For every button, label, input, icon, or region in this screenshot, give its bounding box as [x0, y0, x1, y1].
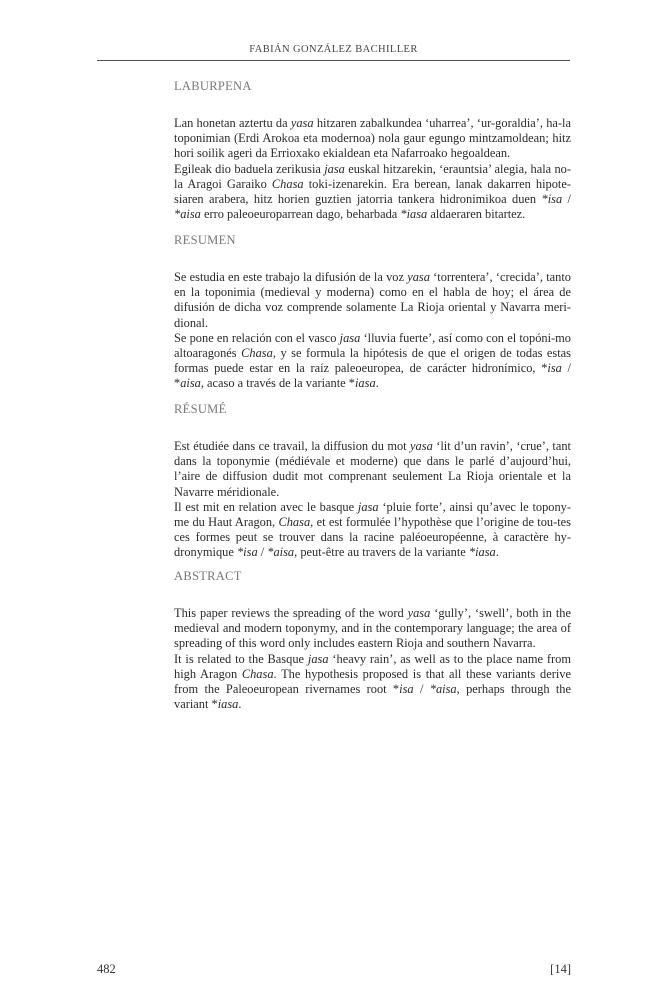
section-heading: RESUMEN — [174, 233, 236, 247]
section-paragraph: It is related to the Basque jasa ‘heavy rain’, as well as to the place name from high Aragon Chasa. The hypothesis proposed is that all these variants derive from the Paleoeuropean rivernames root *isa / *aisa, perhaps through the variant *iasa. — [174, 651, 572, 712]
page-number: 482 — [97, 962, 116, 976]
section-heading: LABURPENA — [174, 79, 252, 93]
section-paragraph: Se pone en relación con el vasco jasa ‘lluvia fuerte’, así como con el topóni-mo altoaragonés Chasa, y se formula la hipótesis de que el origen de todas estas formas puede estar en la raíz paleoeuropea, de carácter hidronímico, *isa / *aisa, acaso a través de la variante *iasa. — [174, 330, 572, 391]
section-heading: RÉSUMÉ — [174, 402, 227, 416]
section-paragraph: Egileak dio baduela zerikusia jasa euskal hitzarekin, ‘erauntsia’ alegia, hala no-la Aragoi Garaiko Chasa toki-izenarekin. Era berean, lanak dakarren hipote-siaren arabera, hitz horien guztien jatorria tankera hidronimikoa duen *isa / *aisa erro paleoeuroparrean dago, beharbada *iasa aldaeraren bitartez. — [174, 161, 571, 222]
section-paragraph: Est étudiée dans ce travail, la diffusion du mot yasa ‘lit d’un ravin’, ‘crue’, tant dans la toponymie (médiévale et moderne) que dans le parlé d’aujourd’hui, l’aire de diffusion dudit mot comprenant seulement La Rioja orientale et la Navarre méridionale. — [174, 439, 571, 499]
section-paragraph: Se estudia en este trabajo la difusión de la voz yasa ‘torrentera’, ‘crecida’, tanto en la toponimia (medieval y moderna) como en el habla de hoy; el área de difusión de dicha voz comprende solamente La Rioja oriental y Navarra meri-dional. — [174, 270, 571, 330]
abstract-section-spanish — [174, 233, 571, 392]
section-paragraph: Lan honetan aztertu da yasa hitzaren zabalkundea ‘uharrea’, ‘ur-goraldia’, ha-la toponimian (Erdi Arokoa eta modernoa) nola gaur egungo mintzamoldean; hitz hori soilik ageri da Errioxako ekialdean eta Nafarroako hegoaldean. — [174, 116, 571, 161]
abstract-section-english — [174, 569, 571, 712]
header-rule — [97, 60, 570, 61]
abstract-section-basque — [174, 79, 571, 222]
abstract-section-french — [174, 402, 571, 561]
page-bracket-number: [14] — [550, 962, 571, 976]
section-heading: ABSTRACT — [174, 569, 242, 583]
running-header-author: FABIÁN GONZÁLEZ BACHILLER — [249, 44, 418, 55]
section-paragraph: Il est mit en relation avec le basque jasa ‘pluie forte’, ainsi qu’avec le topony-me du Haut Aragon, Chasa, et est formulée l’hypothèse que l’origine de tou-tes ces formes peut se trouver dans la racine paléoeuropéenne, à caractère hy-dronymique *isa / *aisa, peut-être au travers de la variante *iasa. — [174, 499, 572, 560]
section-paragraph: This paper reviews the spreading of the word yasa ‘gully’, ‘swell’, both in the medieval and modern toponymy, and in the contemporary language; the area of spreading of this word only includes eastern Rioja and southern Navarra. — [174, 606, 571, 651]
